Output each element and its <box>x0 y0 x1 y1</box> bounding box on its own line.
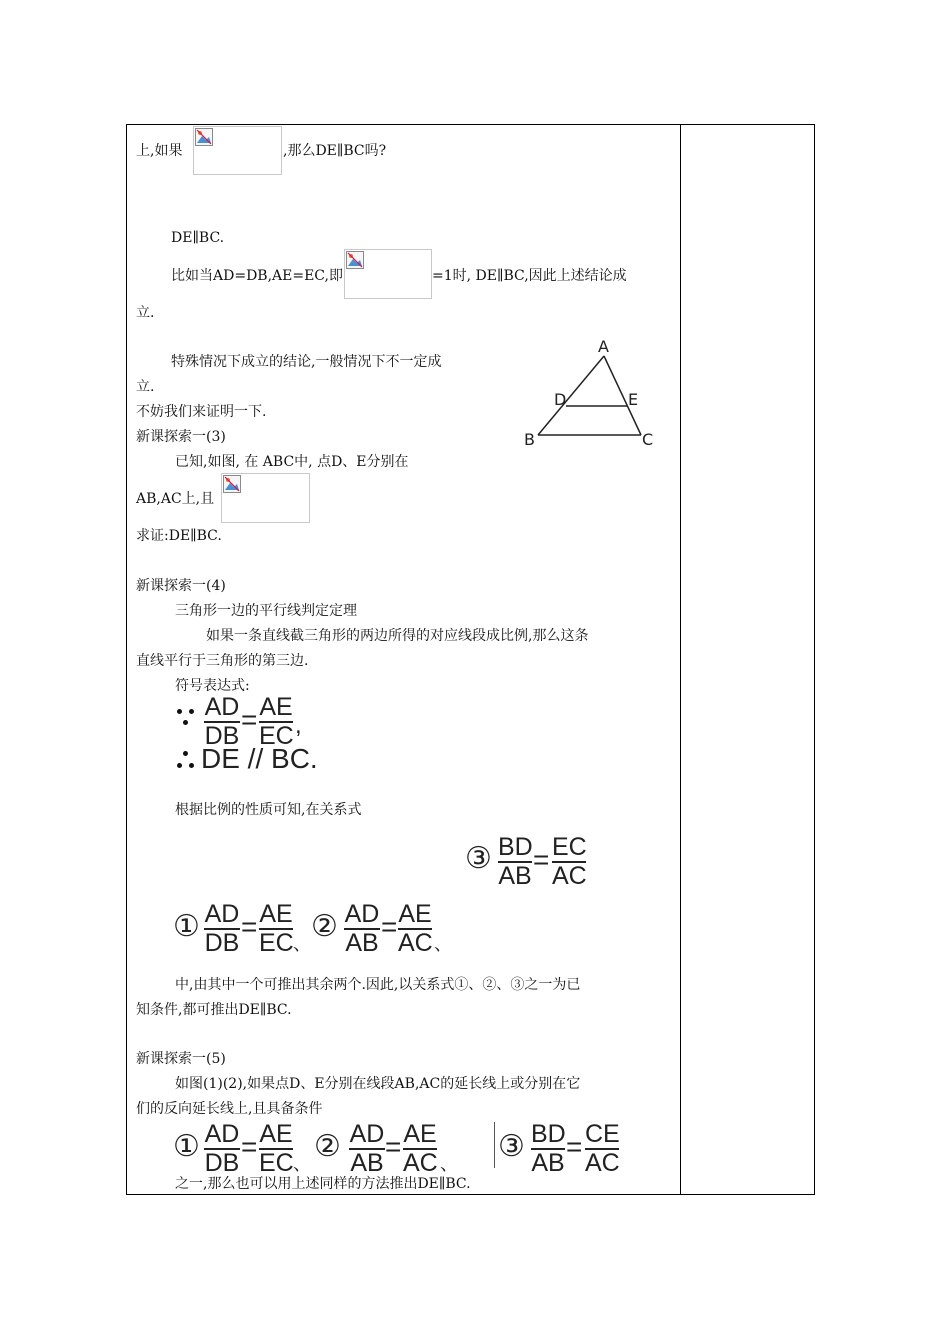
broken-image-icon <box>195 128 213 146</box>
text-line: 直线平行于三角形的第三边. <box>136 653 309 669</box>
text-line: ,那么DE∥BC吗? <box>283 143 387 159</box>
section-heading: 新课探索一(5) <box>136 1051 226 1067</box>
separator: 、 <box>440 1154 458 1174</box>
fraction-ad-db: AD DB <box>204 900 240 957</box>
broken-image-icon <box>223 475 241 493</box>
equals-sign: = <box>385 1131 402 1162</box>
circled-2: ② <box>314 1130 341 1163</box>
equals-sign: = <box>381 911 398 942</box>
fraction-ae-ec: AE EC <box>259 1120 294 1177</box>
text-line: 们的反向延长线上,且具备条件 <box>136 1101 323 1117</box>
separator: 、 <box>434 934 452 954</box>
text-line: 立. <box>136 305 155 321</box>
conclusion-de-parallel-bc: DE // BC. <box>201 743 318 774</box>
equals-sign: = <box>533 844 550 875</box>
fraction-ad-ab: AD AB <box>344 900 380 957</box>
label-e: E <box>628 390 639 409</box>
circled-3: ③ <box>465 842 492 875</box>
broken-image-3 <box>221 473 310 523</box>
broken-image-1 <box>193 126 282 175</box>
text-line: 如果一条直线截三角形的两边所得的对应线段成比例,那么这条 <box>206 628 589 644</box>
label-b: B <box>524 430 535 449</box>
equals-sign: = <box>241 704 258 735</box>
text-line: 特殊情况下成立的结论,一般情况下不一定成 <box>171 354 442 370</box>
fraction-ae-ac: AE AC <box>403 1120 438 1177</box>
fraction-ae-ec: AE EC <box>259 693 294 750</box>
text-line: 比如当AD=DB,AE=EC,即 <box>171 268 343 284</box>
equals-sign: = <box>566 1131 583 1162</box>
text-line: 已知,如图, 在 ABC中, 点D、E分别在 <box>175 454 409 470</box>
text-line: 知条件,都可推出DE∥BC. <box>136 1002 292 1018</box>
equals-sign: = <box>241 911 258 942</box>
fraction-ad-db: AD DB <box>204 693 240 750</box>
comma: , <box>295 712 302 739</box>
triangle-diagram <box>516 334 676 454</box>
column-divider <box>680 124 681 1195</box>
text-line: 上,如果 <box>136 143 183 159</box>
fraction-ce-ac: CE AC <box>585 1120 620 1177</box>
text-line: AB,AC上,且 <box>136 491 215 507</box>
theorem-title: 三角形一边的平行线判定定理 <box>175 603 357 619</box>
fraction-ad-db: AD DB <box>204 1120 240 1177</box>
circled-1: ① <box>173 1130 200 1163</box>
label-d: D <box>554 390 567 409</box>
separator: 、 <box>293 1154 311 1174</box>
text-line: =1时, DE∥BC,因此上述结论成 <box>432 268 627 284</box>
text-line: 如图(1)(2),如果点D、E分别在线段AB,AC的延长线上或分别在它 <box>175 1076 581 1092</box>
circled-2: ② <box>311 910 338 943</box>
fraction-ae-ec: AE EC <box>259 900 294 957</box>
broken-image-2 <box>344 249 432 299</box>
circled-3: ③ <box>498 1130 525 1163</box>
because-dot <box>189 709 194 714</box>
label-c: C <box>642 430 654 449</box>
text-line: DE∥BC. <box>171 230 225 246</box>
equals-sign: = <box>241 1131 258 1162</box>
therefore-dot <box>183 751 188 756</box>
therefore-dot <box>177 763 182 768</box>
text-line: 根据比例的性质可知,在关系式 <box>175 802 362 818</box>
section-heading: 新课探索一(3) <box>136 429 226 445</box>
therefore-dot <box>189 763 194 768</box>
separator: 、 <box>293 934 311 954</box>
because-dot <box>177 709 182 714</box>
text-line: 之一,那么也可以用上述同样的方法推出DE∥BC. <box>175 1176 471 1192</box>
text-line: 不妨我们来证明一下. <box>136 404 267 420</box>
text-line: 符号表达式: <box>175 678 250 694</box>
cursor-bar <box>494 1122 495 1168</box>
section-heading: 新课探索一(4) <box>136 578 226 594</box>
fraction-ec-ac: EC AC <box>552 833 587 890</box>
because-dot <box>183 720 188 725</box>
fraction-ae-ac: AE AC <box>398 900 433 957</box>
fraction-ad-ab: AD AB <box>349 1120 385 1177</box>
broken-image-icon <box>346 251 364 269</box>
label-a: A <box>598 337 609 356</box>
fraction-bd-ab: BD AB <box>498 833 533 890</box>
text-line: 中,由其中一个可推出其余两个.因此,以关系式①、②、③之一为已 <box>175 977 581 993</box>
circled-1: ① <box>173 910 200 943</box>
text-line: 求证:DE∥BC. <box>136 528 222 544</box>
text-line: 立. <box>136 379 155 395</box>
fraction-bd-ab: BD AB <box>531 1120 566 1177</box>
